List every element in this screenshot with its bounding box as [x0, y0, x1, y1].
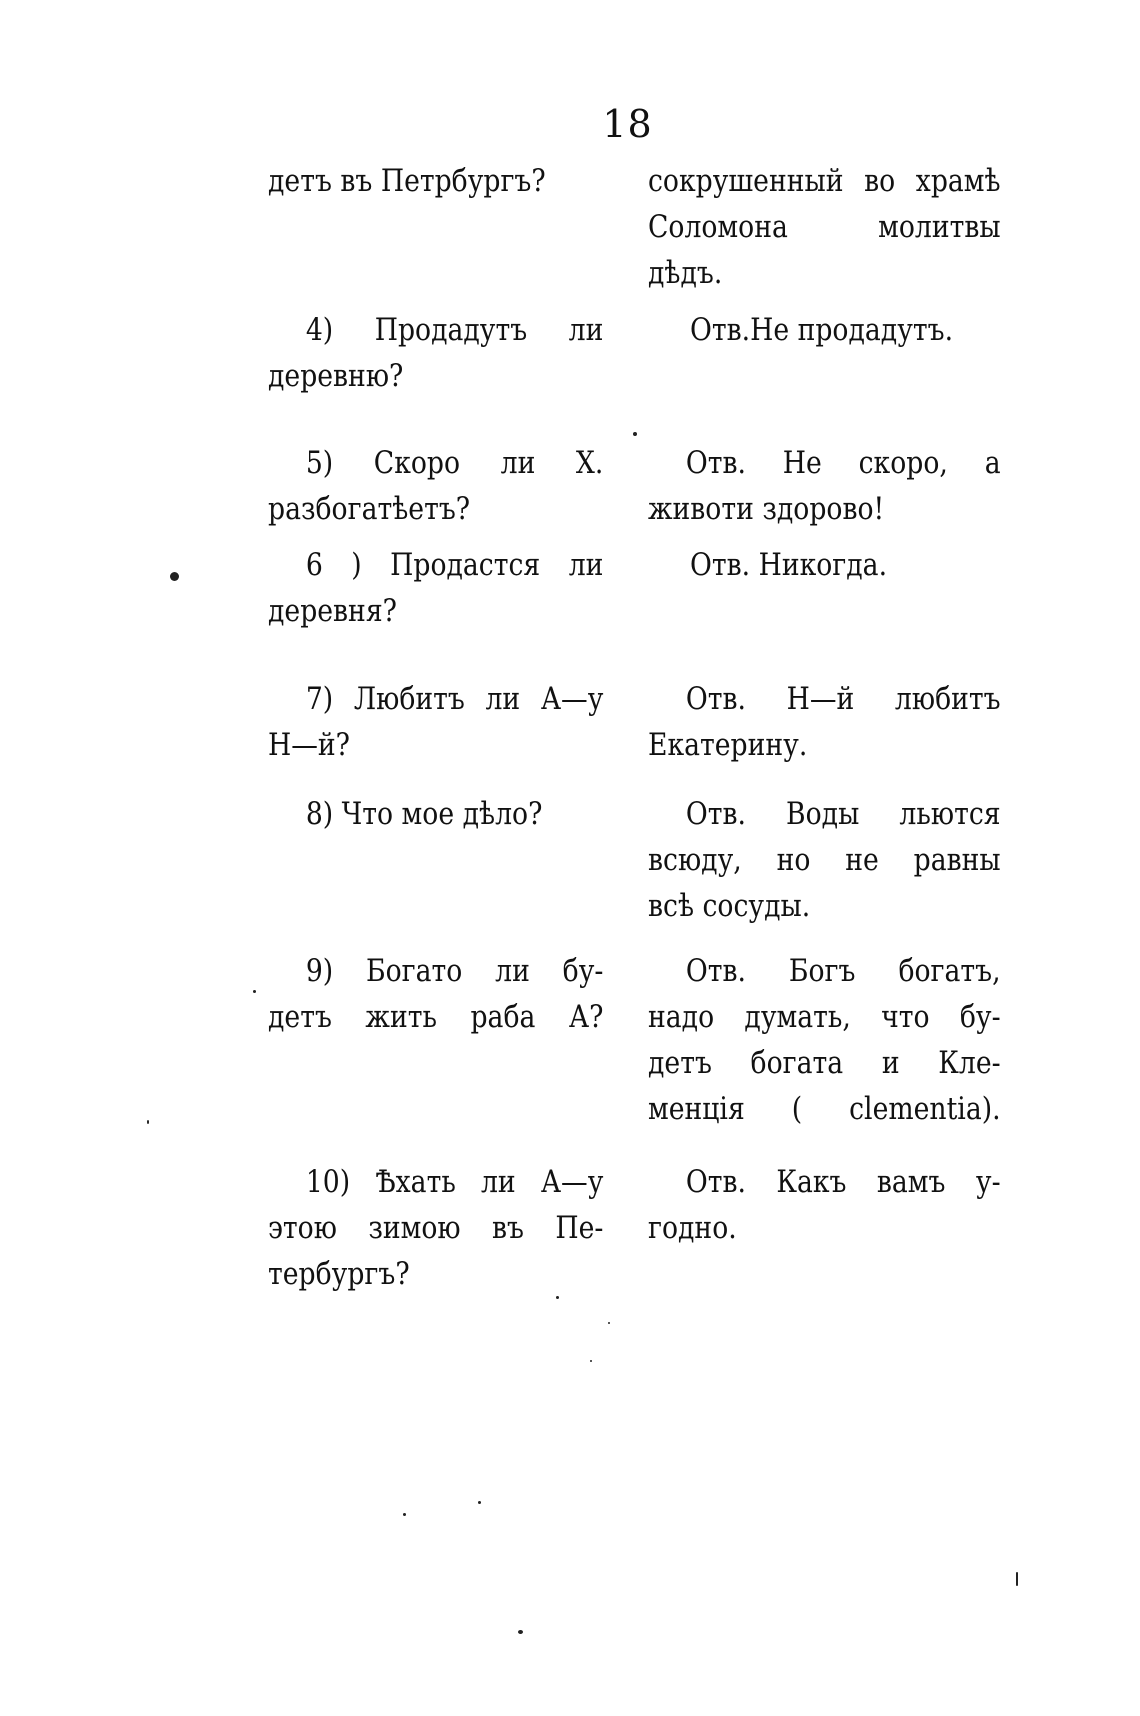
- ink-speck: [253, 990, 256, 993]
- question-line: 6 ) Продастся ли: [305, 547, 604, 583]
- ink-speck: [608, 1322, 610, 1324]
- question-5: [268, 440, 603, 532]
- answer-line: сокрушенный во храмѣ: [648, 163, 1001, 199]
- question-line: 5) Скоро ли X.: [305, 445, 604, 481]
- answer-line: детъ богата и Кле-: [648, 1045, 1001, 1081]
- answer-6: [690, 542, 1043, 588]
- answer-line: Отв. Никогда.: [690, 547, 888, 583]
- question-line: разбогатѣетъ?: [268, 491, 471, 527]
- answer-9: [648, 948, 1001, 1132]
- question-line: деревня?: [268, 593, 397, 629]
- answer-line: Отв.Не продадутъ.: [690, 312, 954, 348]
- ink-speck: [403, 1513, 406, 1516]
- ink-speck: [170, 572, 179, 581]
- ink-speck: [518, 1630, 523, 1634]
- question-line: 4) Продадутъ ли: [305, 312, 604, 348]
- answer-8: [648, 791, 1001, 929]
- answer-line: Соломона молитвы: [648, 209, 1001, 245]
- ink-speck: [147, 1120, 149, 1124]
- answer-line: всюду, но не равны: [648, 842, 1001, 878]
- question-line: 10) Ѣхать ли А—у: [305, 1164, 604, 1200]
- answer-line: Екатерину.: [648, 727, 808, 763]
- answer-line: годно.: [648, 1210, 737, 1246]
- question-line: 9) Богато ли бу-: [305, 953, 604, 989]
- answer-line: Отв. Какъ вамъ у-: [685, 1164, 1001, 1200]
- answer-line: Отв. Воды льются: [685, 796, 1001, 832]
- question-line: Н—й?: [268, 727, 350, 763]
- question-line: тербургъ?: [268, 1256, 410, 1292]
- question-9: [268, 948, 603, 1040]
- answer-line: надо думать, что бу-: [648, 999, 1001, 1035]
- question-line: детъ жить раба А?: [268, 999, 604, 1035]
- question-10: [268, 1159, 603, 1297]
- question-8: [268, 791, 603, 837]
- ink-speck: [478, 1501, 481, 1504]
- question-6: [268, 542, 603, 634]
- answer-10: [648, 1159, 1001, 1251]
- question-7: [268, 676, 603, 768]
- question-4: [268, 307, 603, 399]
- answer-line: всѣ сосуды.: [648, 888, 811, 924]
- ink-speck: [1016, 1572, 1018, 1586]
- ink-speck: [590, 1360, 592, 1362]
- question-line: деревню?: [268, 358, 404, 394]
- ink-speck: [556, 1296, 559, 1299]
- answer-line: Отв. Не скоро, а: [685, 445, 1001, 481]
- answer-line: Отв. Н—й любитъ: [685, 681, 1001, 717]
- page-number: 18: [602, 102, 653, 146]
- answer-line: дѣдъ.: [648, 255, 723, 291]
- ink-speck: [633, 432, 637, 436]
- answer-7: [648, 676, 1001, 768]
- answer-4: [690, 307, 1043, 353]
- question-line: детъ въ Петрбургъ?: [268, 163, 546, 199]
- answer-line: Отв. Богъ богатъ,: [685, 953, 1001, 989]
- question-0: [268, 158, 603, 204]
- question-line: 8) Что мое дѣло?: [305, 796, 543, 832]
- answer-line: менція ( clementia).: [648, 1091, 1001, 1127]
- question-line: этою зимою въ Пе-: [268, 1210, 604, 1246]
- answer-0: [648, 158, 1001, 296]
- answer-5: [648, 440, 1001, 532]
- answer-line: животи здорово!: [648, 491, 885, 527]
- question-line: 7) Любитъ ли А—у: [305, 681, 604, 717]
